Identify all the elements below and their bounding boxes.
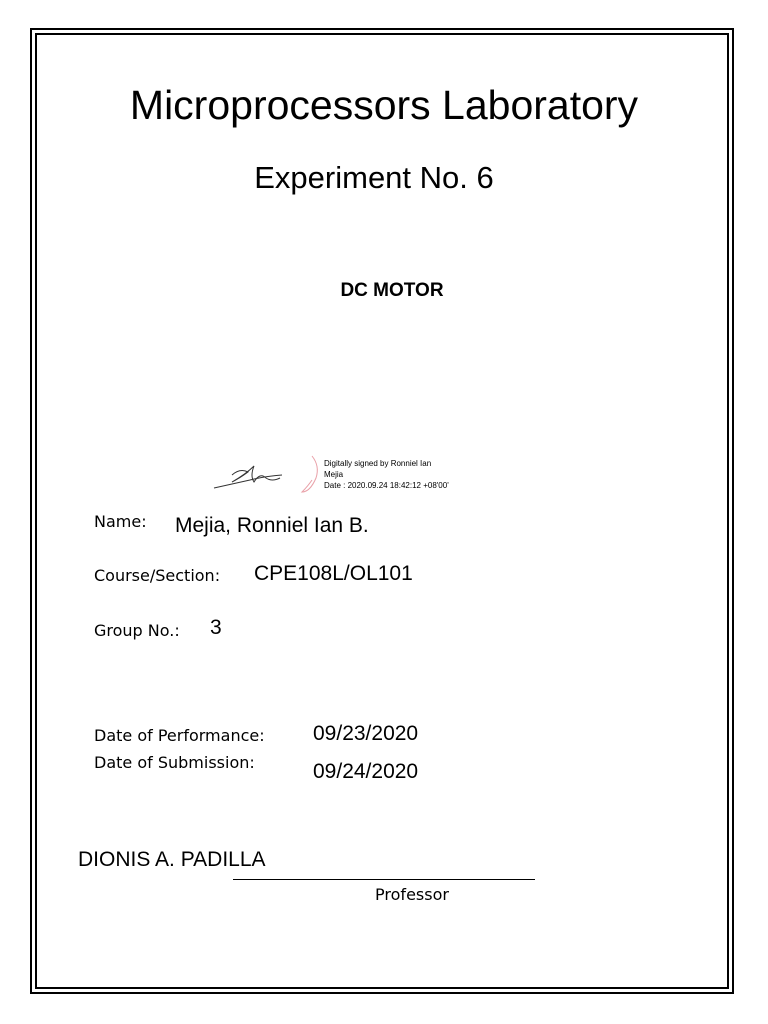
digital-signature-text xyxy=(324,458,449,491)
course-section-label: Course/Section: xyxy=(94,566,221,585)
date-of-performance-value: 09/23/2020 xyxy=(313,722,419,745)
date-of-submission-label: Date of Submission: xyxy=(94,753,255,772)
professor-name: DIONIS A. PADILLA xyxy=(78,848,266,871)
group-number-label: Group No.: xyxy=(94,621,180,640)
experiment-topic: DC MOTOR xyxy=(340,280,444,301)
group-number-value: 3 xyxy=(210,616,222,639)
name-value: Mejia, Ronniel Ian B. xyxy=(175,514,369,537)
professor-label: Professor xyxy=(375,885,449,904)
date-of-performance-label: Date of Performance: xyxy=(94,726,265,745)
course-section-value: CPE108L/OL101 xyxy=(254,562,413,585)
experiment-number: Experiment No. 6 xyxy=(254,160,494,195)
name-label: Name: xyxy=(94,512,147,531)
signature-line-2: Mejia xyxy=(324,470,344,479)
document-title: Microprocessors Laboratory xyxy=(129,82,639,128)
signature-line-1: Digitally signed by Ronniel Ian xyxy=(324,459,432,468)
signature-seal-mark xyxy=(298,452,324,496)
signature-line-3: Date : 2020.09.24 18:42:12 +08'00' xyxy=(324,481,449,490)
date-of-submission-value: 09/24/2020 xyxy=(313,760,419,783)
handwritten-signature xyxy=(210,458,286,492)
professor-signature-line xyxy=(233,879,535,880)
